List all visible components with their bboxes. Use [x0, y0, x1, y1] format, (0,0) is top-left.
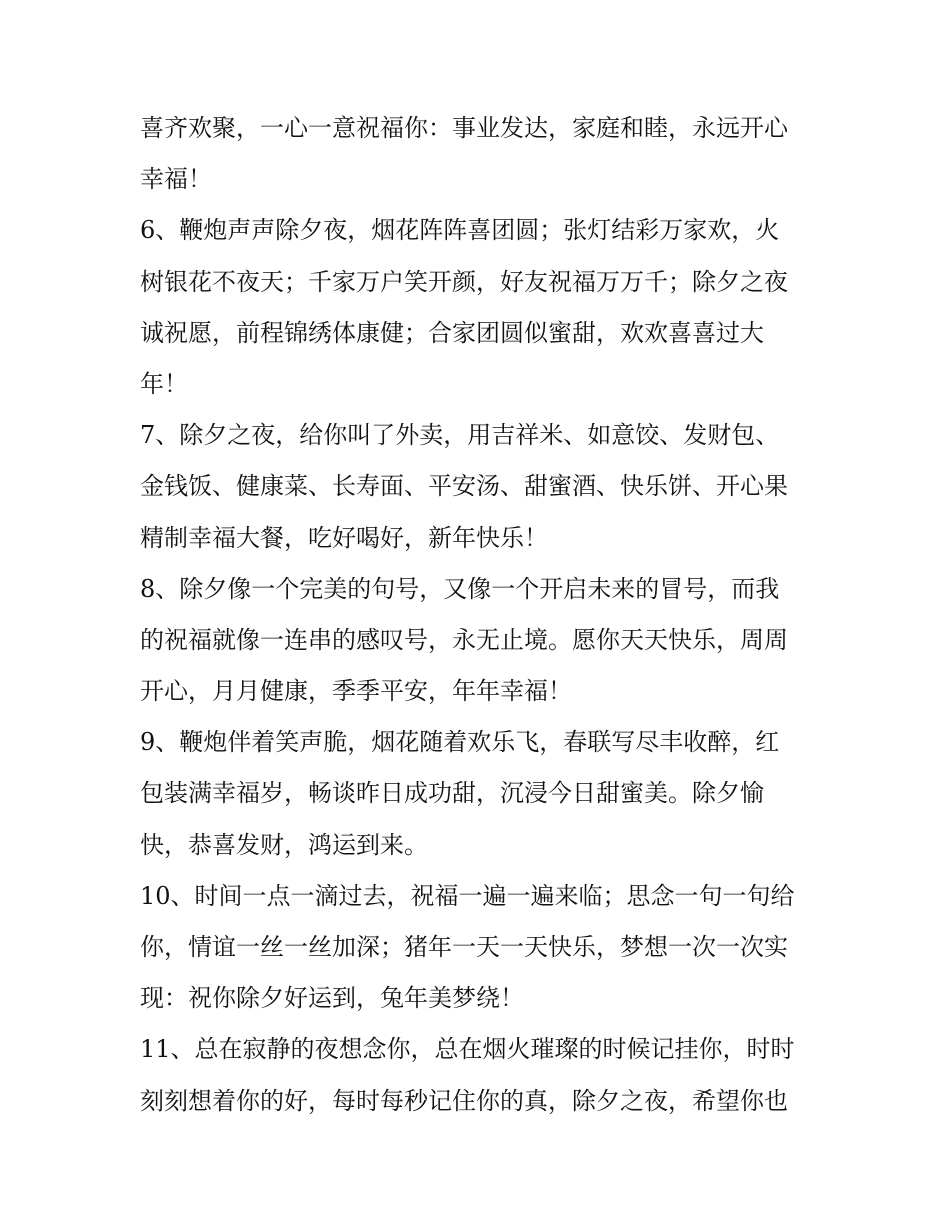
text-line: 精制幸福大餐，吃好喝好，新年快乐！ [140, 523, 548, 552]
text-line: 开心，月月健康，季季平安，年年幸福！ [140, 677, 572, 706]
text-line: 9、鞭炮伴着笑声脆，烟花随着欢乐飞，春联写尽丰收醉，红 [140, 728, 780, 757]
text-line: 幸福！ [140, 165, 212, 194]
text-line: 现：祝你除夕好运到，兔年美梦绕！ [140, 984, 524, 1013]
text-line: 8、除夕像一个完美的句号，又像一个开启未来的冒号，而我 [140, 574, 780, 603]
text-line: 的祝福就像一连串的感叹号，永无止境。愿你天天快乐，周周 [140, 625, 788, 654]
text-line: 快，恭喜发财，鸿运到来。 [140, 830, 428, 859]
text-line: 年！ [140, 369, 188, 398]
text-line: 刻刻想着你的好，每时每秒记住你的真，除夕之夜，希望你也 [140, 1086, 788, 1115]
text-line: 诚祝愿，前程锦绣体康健；合家团圆似蜜甜，欢欢喜喜过大 [140, 318, 764, 347]
text-line: 你，情谊一丝一丝加深；猪年一天一天快乐，梦想一次一次实 [140, 933, 788, 961]
document-body [140, 103, 820, 1127]
text-line: 金钱饭、健康菜、长寿面、平安汤、甜蜜酒、快乐饼、开心果 [140, 472, 788, 501]
text-line: 7、除夕之夜，给你叫了外卖，用吉祥米、如意饺、发财包、 [140, 421, 780, 450]
text-line: 6、鞭炮声声除夕夜，烟花阵阵喜团圆；张灯结彩万家欢，火 [140, 216, 780, 245]
text-line: 树银花不夜天；千家万户笑开颜，好友祝福万万千；除夕之夜 [140, 267, 788, 296]
text-line: 喜齐欢聚，一心一意祝福你：事业发达，家庭和睦，永远开心 [140, 114, 788, 142]
text-line: 10、时间一点一滴过去，祝福一遍一遍来临；思念一句一句给 [140, 881, 795, 910]
text-line: 包装满幸福岁，畅谈昨日成功甜，沉浸今日甜蜜美。除夕愉 [140, 779, 764, 808]
text-line: 11、总在寂静的夜想念你，总在烟火璀璨的时候记挂你，时时 [140, 1035, 795, 1064]
